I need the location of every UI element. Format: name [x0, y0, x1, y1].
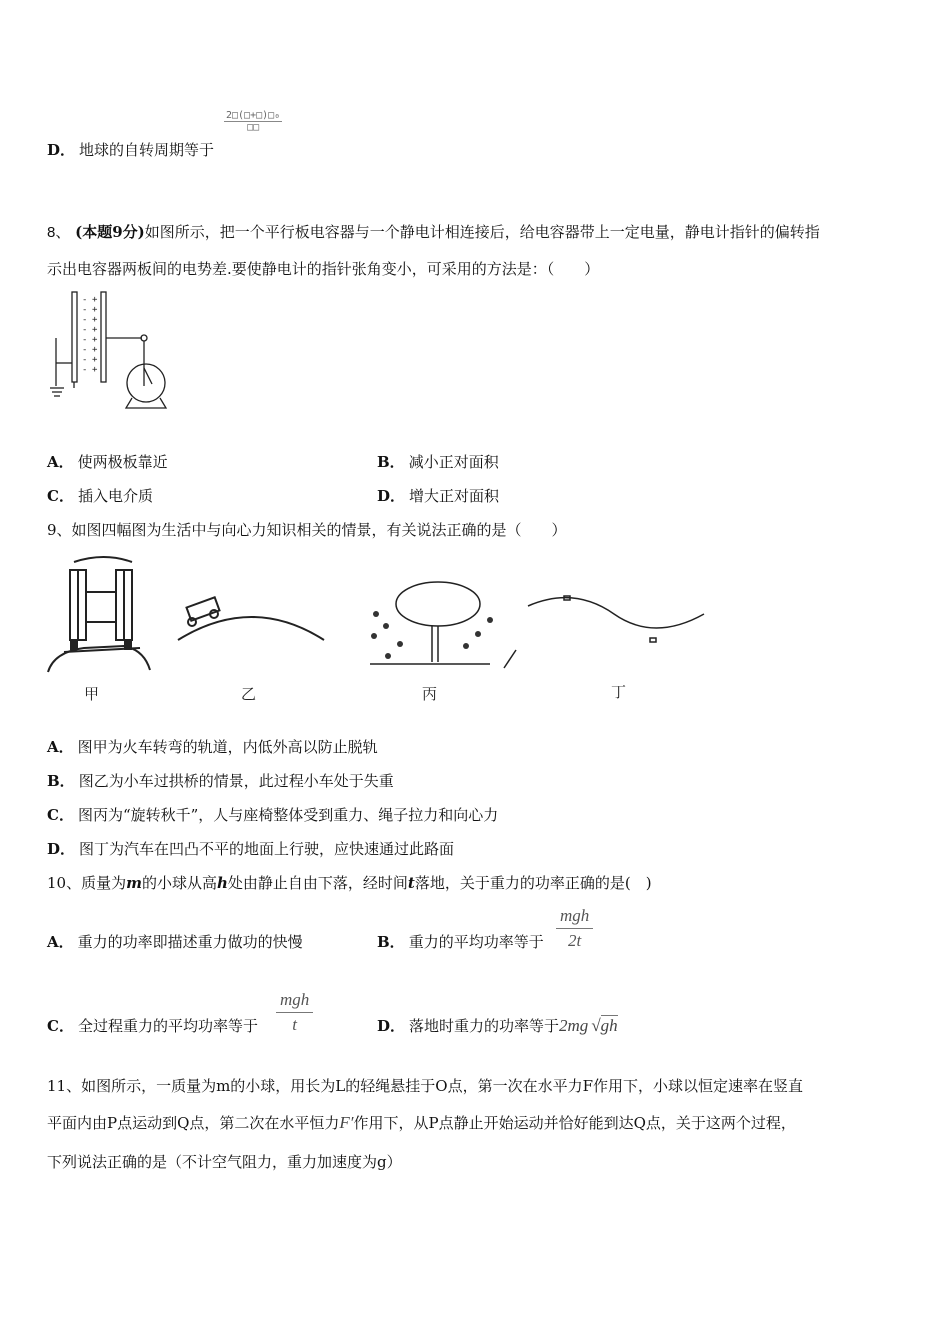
- option-label: A．: [47, 933, 74, 951]
- option-text: 使两极板靠近: [77, 453, 168, 471]
- svg-text:+: +: [92, 335, 98, 345]
- svg-text:-: -: [82, 315, 88, 325]
- q8-option-b: [377, 452, 499, 472]
- formula-garbled: [224, 110, 282, 133]
- fraction-numerator: mgh: [276, 990, 313, 1013]
- q9-option-b: [47, 771, 394, 791]
- question-points: (本题9分): [75, 223, 145, 241]
- svg-text:+: +: [92, 305, 98, 315]
- svg-text:-: -: [82, 335, 88, 345]
- svg-text:+: +: [92, 355, 98, 365]
- var-h: h: [216, 874, 228, 892]
- stem-part: 10、质量为: [47, 874, 127, 892]
- figure-label-ding: 丁: [611, 683, 627, 701]
- option-text: 图丁为汽车在凹凸不平的地面上行驶，应快速通过此路面: [79, 840, 455, 858]
- figure-label-yi: 乙: [241, 685, 257, 703]
- svg-text:+: +: [92, 295, 98, 305]
- q8-option-a: [47, 452, 168, 472]
- option-label: D．: [47, 840, 76, 858]
- option-label: B．: [377, 933, 405, 951]
- stem-part: 落地，关于重力的功率正确的是( ): [414, 874, 652, 892]
- svg-text:-: -: [82, 325, 88, 335]
- q11-line3: 下列说法正确的是（不计空气阻力，重力加速度为g）: [47, 1153, 402, 1171]
- svg-text:+: +: [92, 345, 98, 355]
- q10-option-a: [47, 932, 303, 952]
- option-text: 插入电介质: [77, 487, 153, 505]
- option-label: B．: [377, 453, 405, 471]
- option-label: D．: [377, 487, 406, 505]
- option-label: C．: [47, 1017, 74, 1035]
- option-label: B．: [47, 772, 75, 790]
- q9-option-a: [47, 737, 378, 757]
- fraction-denominator: 2t: [568, 931, 582, 950]
- fraction-mgh-over-t: [276, 990, 313, 1035]
- svg-text:+: +: [92, 315, 98, 325]
- q9-option-d: [47, 839, 454, 859]
- svg-text:-: -: [82, 305, 88, 315]
- stem-part: 作用下，从P点静止开始运动并恰好能到达Q点，关于这两个过程，: [353, 1114, 796, 1132]
- q10-option-b: [377, 932, 544, 952]
- fraction-denominator: t: [292, 1015, 297, 1034]
- option-label: A．: [47, 453, 74, 471]
- fraction-mgh-over-2t: [556, 906, 593, 951]
- option-text: 图甲为火车转弯的轨道，内低外高以防止脱轨: [77, 738, 378, 756]
- option-text: 地球的自转周期等于: [79, 141, 215, 159]
- stem-part: 平面内由P点运动到Q点，第二次在水平恒力: [47, 1114, 340, 1132]
- q8-stem-line1: [47, 222, 820, 243]
- q8-option-c: [47, 486, 153, 506]
- sqrt-symbol: √: [591, 1016, 601, 1035]
- q8-stem-line2: 示出电容器两板间的电势差.要使静电计的指针张角变小，可采用的方法是：（ ）: [47, 260, 600, 278]
- option-text: 图乙为小车过拱桥的情景，此过程小车处于失重: [78, 772, 394, 790]
- q10-option-d: [377, 1016, 618, 1036]
- fraction-numerator: mgh: [556, 906, 593, 929]
- option-label: D．: [47, 141, 76, 159]
- expr-gh: gh: [600, 1016, 618, 1035]
- formula-denominator: □□: [247, 122, 260, 133]
- option-text: 增大正对面积: [409, 487, 500, 505]
- formula-numerator: 2□(□+□)□₀: [226, 110, 281, 121]
- question-number: 8、: [47, 224, 71, 241]
- option-label: C．: [47, 487, 74, 505]
- expr-2mg: 2mg: [559, 1016, 589, 1035]
- q10-option-c: [47, 1016, 258, 1036]
- q11-line1: 11、如图所示，一质量为m的小球，用长为L的轻绳悬挂于O点，第一次在水平力F作用下，小球以恒定速率在竖直: [47, 1077, 803, 1095]
- option-text: 落地时重力的功率等于: [409, 1017, 560, 1035]
- q8-option-d: [377, 486, 499, 506]
- option-text: 重力的功率即描述重力做功的快慢: [77, 933, 303, 951]
- option-text: 全过程重力的平均功率等于: [77, 1017, 258, 1035]
- figure-label-bing: 丙: [422, 685, 438, 703]
- q7-option-d: [47, 140, 214, 160]
- svg-text:+: +: [92, 325, 98, 335]
- figure-bing-rotating-swing: [360, 574, 530, 674]
- option-label: D．: [377, 1017, 406, 1035]
- option-text: 重力的平均功率等于: [408, 933, 544, 951]
- q9-stem: 9、如图四幅图为生活中与向心力知识相关的情景，有关说法正确的是（ ）: [47, 521, 567, 539]
- q9-option-c: [47, 805, 498, 825]
- option-text: 图丙为“旋转秋千”，人与座椅整体受到重力、绳子拉力和向心力: [77, 806, 499, 824]
- q11-line2: [47, 1113, 796, 1133]
- figure-ding-uneven-road: [524, 592, 714, 652]
- figure-label-jia: 甲: [84, 685, 100, 703]
- figure-yi-arch-bridge: [172, 584, 332, 664]
- var-t: t: [407, 874, 415, 892]
- option-label: A．: [47, 738, 74, 756]
- svg-text:-: -: [82, 295, 88, 305]
- var-m: m: [126, 874, 142, 892]
- force-symbol: F′: [339, 1113, 354, 1132]
- stem-part: 处由静止自由下落，经时间: [227, 874, 408, 892]
- q10-stem: [47, 873, 652, 893]
- option-label: C．: [47, 806, 74, 824]
- question-stem: 如图所示，把一个平行板电容器与一个静电计相连接后，给电容器带上一定电量，静电计指针的偏转指: [144, 223, 820, 241]
- svg-text:+: +: [92, 365, 98, 375]
- capacitor-electroscope-figure: [46, 288, 176, 418]
- stem-part: 的小球从高: [141, 874, 217, 892]
- figure-jia-train-track: [44, 552, 154, 682]
- option-text: 减小正对面积: [408, 453, 499, 471]
- svg-text:-: -: [82, 365, 88, 375]
- svg-text:-: -: [82, 355, 88, 365]
- svg-text:-: -: [82, 345, 88, 355]
